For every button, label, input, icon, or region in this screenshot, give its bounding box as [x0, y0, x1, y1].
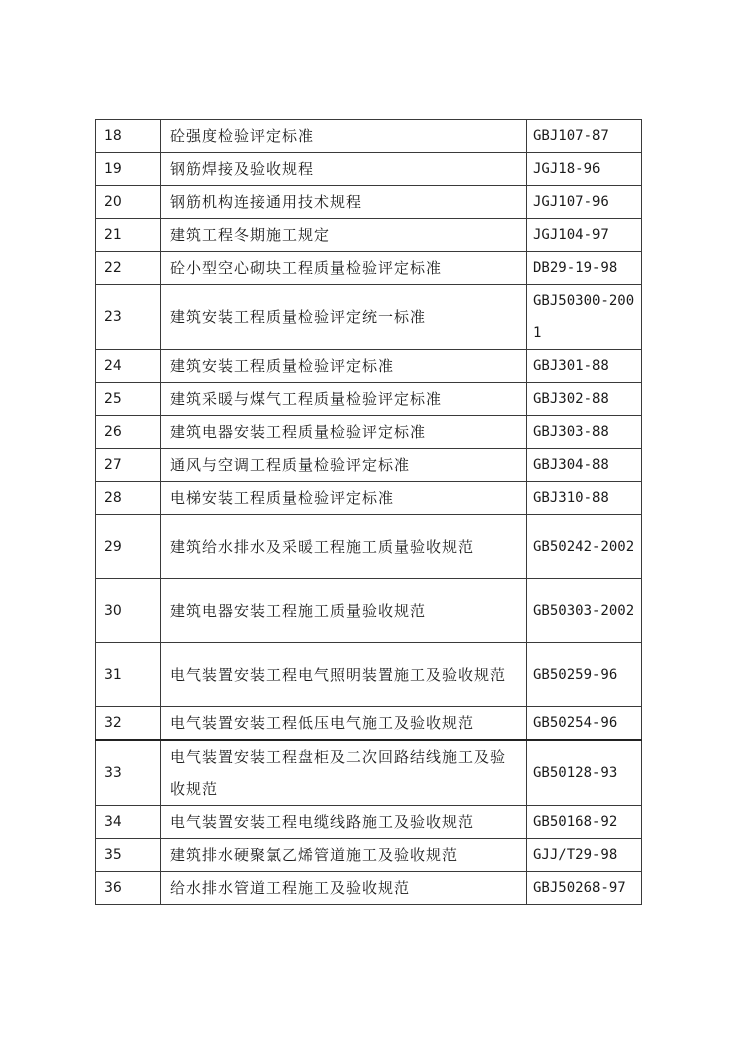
- row-number: 31: [96, 643, 161, 707]
- standard-name: 电气装置安装工程低压电气施工及验收规范: [161, 707, 527, 741]
- table-row: [96, 872, 642, 905]
- standard-name: 电梯安装工程质量检验评定标准: [161, 482, 527, 515]
- standard-code: GBJ310-88: [527, 482, 642, 515]
- table-row: [96, 219, 642, 252]
- table-row: [96, 449, 642, 482]
- row-number: 23: [96, 285, 161, 350]
- row-number: 33: [96, 740, 161, 806]
- table-row: [96, 806, 642, 839]
- table-row: [96, 740, 642, 806]
- standard-code: GBJ302-88: [527, 383, 642, 416]
- row-number: 18: [96, 120, 161, 153]
- standard-code: GBJ107-87: [527, 120, 642, 153]
- standard-name: 建筑给水排水及采暖工程施工质量验收规范: [161, 515, 527, 579]
- row-number: 34: [96, 806, 161, 839]
- standard-code: DB29-19-98: [527, 252, 642, 285]
- table-row: [96, 350, 642, 383]
- table-row: [96, 515, 642, 579]
- standard-name: 建筑工程冬期施工规定: [161, 219, 527, 252]
- standard-code: JGJ104-97: [527, 219, 642, 252]
- row-number: 35: [96, 839, 161, 872]
- row-number: 24: [96, 350, 161, 383]
- standard-name: 建筑安装工程质量检验评定统一标准: [161, 285, 527, 350]
- standard-name: 电气装置安装工程电气照明装置施工及验收规范: [161, 643, 527, 707]
- standard-name: 钢筋焊接及验收规程: [161, 153, 527, 186]
- standard-name: 电气装置安装工程盘柜及二次回路结线施工及验收规范: [161, 740, 527, 806]
- standard-name: 建筑安装工程质量检验评定标准: [161, 350, 527, 383]
- table-row: [96, 285, 642, 350]
- row-number: 20: [96, 186, 161, 219]
- table-row: [96, 579, 642, 643]
- table-row: [96, 252, 642, 285]
- table-row: [96, 839, 642, 872]
- standard-name: 建筑排水硬聚氯乙烯管道施工及验收规范: [161, 839, 527, 872]
- row-number: 26: [96, 416, 161, 449]
- row-number: 21: [96, 219, 161, 252]
- table-row: [96, 186, 642, 219]
- standard-code: GJJ/T29-98: [527, 839, 642, 872]
- row-number: 22: [96, 252, 161, 285]
- standard-code: GB50254-96: [527, 707, 642, 741]
- row-number: 25: [96, 383, 161, 416]
- row-number: 27: [96, 449, 161, 482]
- standard-code: GBJ301-88: [527, 350, 642, 383]
- standards-table: [95, 119, 642, 905]
- standard-name: 建筑采暖与煤气工程质量检验评定标准: [161, 383, 527, 416]
- row-number: 19: [96, 153, 161, 186]
- row-number: 29: [96, 515, 161, 579]
- table-row: [96, 416, 642, 449]
- standard-name: 钢筋机构连接通用技术规程: [161, 186, 527, 219]
- standard-code: GB50259-96: [527, 643, 642, 707]
- table-row: [96, 707, 642, 741]
- row-number: 28: [96, 482, 161, 515]
- standard-name: 砼小型空心砌块工程质量检验评定标准: [161, 252, 527, 285]
- standard-code: JGJ18-96: [527, 153, 642, 186]
- standard-name: 建筑电器安装工程施工质量验收规范: [161, 579, 527, 643]
- row-number: 30: [96, 579, 161, 643]
- document-page: [95, 119, 635, 905]
- table-row: [96, 482, 642, 515]
- standard-name: 建筑电器安装工程质量检验评定标准: [161, 416, 527, 449]
- standard-name: 电气装置安装工程电缆线路施工及验收规范: [161, 806, 527, 839]
- standard-code: GBJ304-88: [527, 449, 642, 482]
- standard-code: GBJ50300-2001: [527, 285, 642, 350]
- standard-code: GBJ50268-97: [527, 872, 642, 905]
- standard-name: 砼强度检验评定标准: [161, 120, 527, 153]
- standard-name: 通风与空调工程质量检验评定标准: [161, 449, 527, 482]
- standard-code: GB50303-2002: [527, 579, 642, 643]
- standard-code: GBJ303-88: [527, 416, 642, 449]
- row-number: 32: [96, 707, 161, 741]
- standard-code: GB50242-2002: [527, 515, 642, 579]
- table-row: [96, 120, 642, 153]
- table-row: [96, 153, 642, 186]
- standard-name: 给水排水管道工程施工及验收规范: [161, 872, 527, 905]
- standard-code: JGJ107-96: [527, 186, 642, 219]
- standard-code: GB50128-93: [527, 740, 642, 806]
- standard-code: GB50168-92: [527, 806, 642, 839]
- table-row: [96, 383, 642, 416]
- row-number: 36: [96, 872, 161, 905]
- table-row: [96, 643, 642, 707]
